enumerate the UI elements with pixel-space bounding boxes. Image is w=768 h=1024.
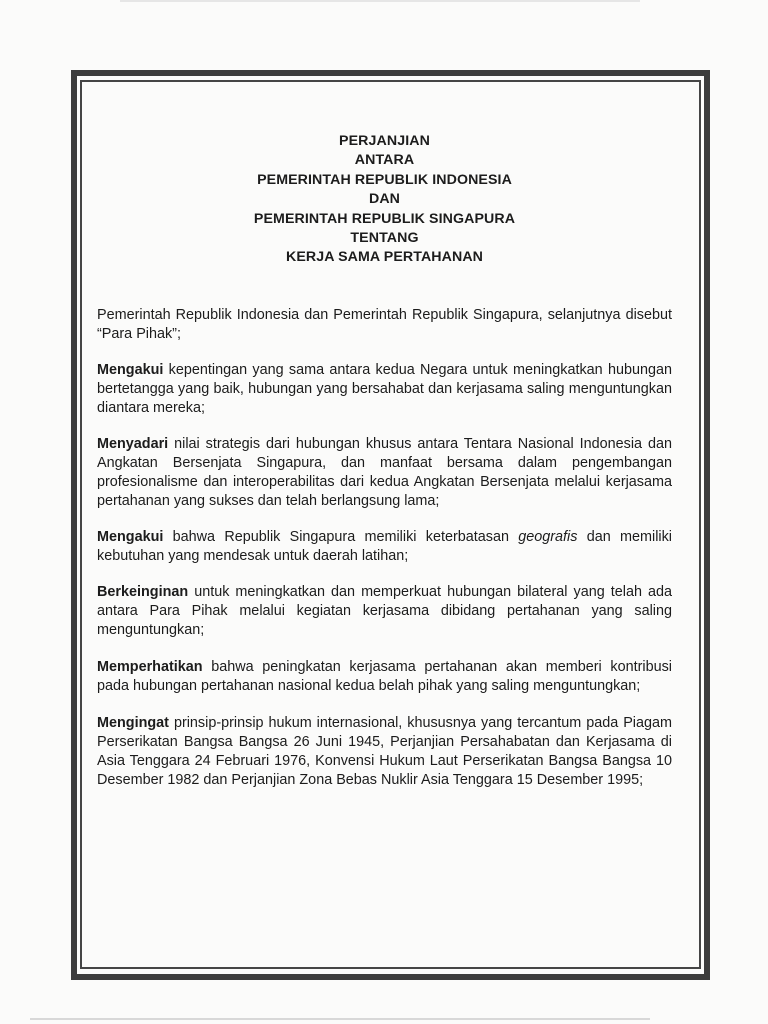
paragraph-lead: Mengingat [97,714,169,731]
scan-edge-mark [120,0,640,2]
paragraph-menyadari [97,435,672,511]
document-body [97,132,672,790]
title-line: PEMERINTAH REPUBLIK INDONESIA [257,171,512,188]
paragraph-text: bahwa Republik Singapura memiliki keterbatasan [163,528,519,545]
paragraph-mengingat [97,714,672,790]
paragraph-parties [97,306,672,344]
paragraph-text: kepentingan yang sama antara kedua Negara untuk meningkatkan hubungan bertetangga yang baik, hubungan yang bersahabat dan kerjasama saling menguntungkan diantara mereka; [97,361,672,416]
paragraph-lead: Mengakui [97,528,164,545]
paragraph-lead: Memperhatikan [97,658,203,675]
paragraph-mengakui-2 [97,528,672,566]
title-line: PERJANJIAN [339,133,430,149]
scan-edge-mark [30,1018,650,1020]
paragraph-text: prinsip-prinsip hukum internasional, khususnya yang tercantum pada Piagam Perserikatan Bangsa Bangsa 26 Juni 1945, Perjanjian Persahabatan dan Kerjasama di Asia Tenggara 24 Februari 1976, Konvensi Hukum Laut Perserikatan Bangsa Bangsa 10 Desember 1982 dan Perjanjian Zona Bebas Nuklir Asia Tenggara 15 Desember 1995; [97,714,672,788]
document-title [97,132,672,268]
paragraph-text: Pemerintah Republik Indonesia dan Pemerintah Republik Singapura, selanjutnya disebut “Para Pihak”; [97,306,672,342]
paragraph-text: nilai strategis dari hubungan khusus antara Tentara Nasional Indonesia dan Angkatan Bersenjata Singapura, dan manfaat bersama dalam pengembangan profesionalisme dan interoperabilitas dari kedua Angkatan Bersenjata melalui kerjasama pertahanan yang sukses dan telah berlangsung lama; [97,435,672,509]
title-line: PEMERINTAH REPUBLIK SINGAPURA [253,210,516,227]
paragraph-italic: geografis [518,528,578,545]
title-line: TENTANG [350,230,419,247]
paragraph-text: dan memiliki kebutuhan yang mendesak untuk daerah latihan; [97,528,672,564]
paragraph-berkeinginan [97,583,672,640]
title-line: ANTARA [354,152,415,169]
paragraph-lead: Menyadari [97,435,169,452]
paragraph-text: untuk meningkatkan dan memperkuat hubungan bilateral yang telah ada antara Para Pihak melalui kegiatan kerjasama dibidang pertahanan yang saling menguntungkan; [97,583,672,638]
paragraph-mengakui-1 [97,361,672,418]
title-line: KERJA SAMA PERTAHANAN [285,249,484,266]
paragraph-lead: Berkeinginan [97,583,189,600]
paragraph-lead: Mengakui [97,361,164,378]
title-line: DAN [368,191,401,208]
paragraph-text: bahwa peningkatan kerjasama pertahanan akan memberi kontribusi pada hubungan pertahanan nasional kedua belah pihak yang saling menguntungkan; [97,658,672,694]
paragraph-memperhatikan [97,658,672,696]
